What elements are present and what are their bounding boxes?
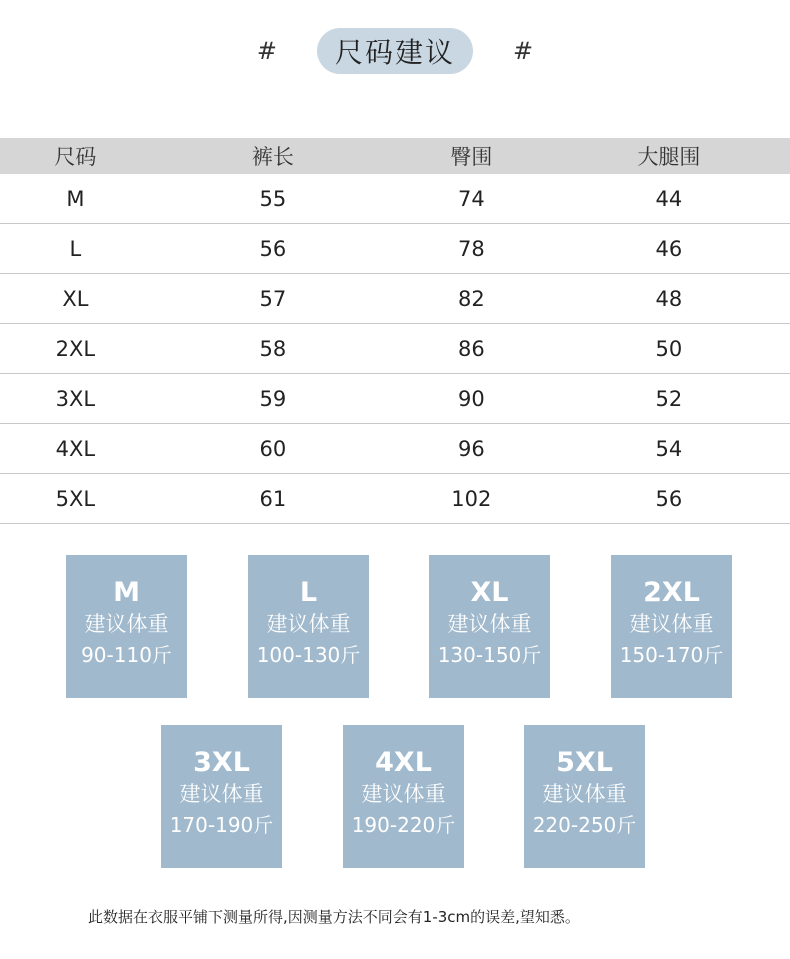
cell-hip: 82 <box>457 286 485 311</box>
card-weight-range: 90-110斤 <box>81 643 172 667</box>
cell-pants-length: 58 <box>259 336 287 361</box>
column-header-pants-length: 裤长 <box>251 145 294 169</box>
title-row <box>0 27 790 75</box>
card-size: 4XL <box>375 747 432 778</box>
card-weight-range: 190-220斤 <box>351 813 456 837</box>
table-header-row <box>0 138 790 174</box>
measurement-note: 此数据在衣服平铺下测量所得,因测量方法不同会有1-3cm的误差,望知悉。 <box>88 908 580 926</box>
card-size: 3XL <box>193 747 250 778</box>
card-label: 建议体重 <box>179 782 264 806</box>
card-weight-range: 220-250斤 <box>532 813 637 837</box>
card-size: L <box>299 577 318 608</box>
card-size: XL <box>470 577 509 608</box>
weight-card-2xl <box>611 555 732 698</box>
table-row <box>0 274 790 324</box>
hash-left: # <box>256 37 277 65</box>
card-label: 建议体重 <box>361 782 446 806</box>
weight-card-4xl <box>343 725 464 868</box>
cell-pants-length: 59 <box>259 386 287 411</box>
card-weight-range: 130-150斤 <box>437 643 542 667</box>
column-header-hip: 臀围 <box>450 145 493 169</box>
cell-size: 2XL <box>55 336 96 361</box>
hash-right: # <box>513 37 534 65</box>
cell-thigh: 44 <box>655 186 683 211</box>
card-label: 建议体重 <box>629 612 714 636</box>
weight-card-xl <box>429 555 550 698</box>
cell-thigh: 54 <box>655 436 683 461</box>
page-title: 尺码建议 <box>317 28 473 74</box>
table-row <box>0 424 790 474</box>
table-row <box>0 174 790 224</box>
weight-card-5xl <box>524 725 645 868</box>
weight-card-m <box>66 555 187 698</box>
cell-hip: 78 <box>457 236 485 261</box>
table-row <box>0 474 790 524</box>
cell-size: 4XL <box>55 436 96 461</box>
cell-thigh: 52 <box>655 386 683 411</box>
cell-size: L <box>69 236 82 261</box>
cell-size: XL <box>62 286 89 311</box>
cell-size: 3XL <box>55 386 96 411</box>
weight-card-l <box>248 555 369 698</box>
card-size: 2XL <box>643 577 700 608</box>
cell-hip: 102 <box>451 486 492 511</box>
table-row <box>0 324 790 374</box>
cell-size: 5XL <box>55 486 96 511</box>
column-header-thigh: 大腿围 <box>637 145 701 169</box>
card-label: 建议体重 <box>84 612 169 636</box>
card-weight-range: 170-190斤 <box>169 813 274 837</box>
card-weight-range: 150-170斤 <box>619 643 724 667</box>
cell-pants-length: 56 <box>259 236 287 261</box>
cell-hip: 74 <box>457 186 485 211</box>
size-table <box>0 138 790 524</box>
card-label: 建议体重 <box>542 782 627 806</box>
cell-hip: 96 <box>457 436 485 461</box>
cell-size: M <box>66 186 85 211</box>
card-label: 建议体重 <box>266 612 351 636</box>
cell-pants-length: 55 <box>259 186 287 211</box>
cell-pants-length: 57 <box>259 286 287 311</box>
cell-thigh: 56 <box>655 486 683 511</box>
card-size: M <box>113 577 140 608</box>
card-weight-range: 100-130斤 <box>256 643 361 667</box>
cell-thigh: 50 <box>655 336 683 361</box>
table-row <box>0 374 790 424</box>
cell-thigh: 46 <box>655 236 683 261</box>
cell-hip: 86 <box>457 336 485 361</box>
column-header-size: 尺码 <box>54 145 97 169</box>
cell-pants-length: 61 <box>259 486 287 511</box>
cell-thigh: 48 <box>655 286 683 311</box>
cell-pants-length: 60 <box>259 436 287 461</box>
table-row <box>0 224 790 274</box>
card-label: 建议体重 <box>447 612 532 636</box>
weight-card-3xl <box>161 725 282 868</box>
card-size: 5XL <box>556 747 613 778</box>
cell-hip: 90 <box>457 386 485 411</box>
